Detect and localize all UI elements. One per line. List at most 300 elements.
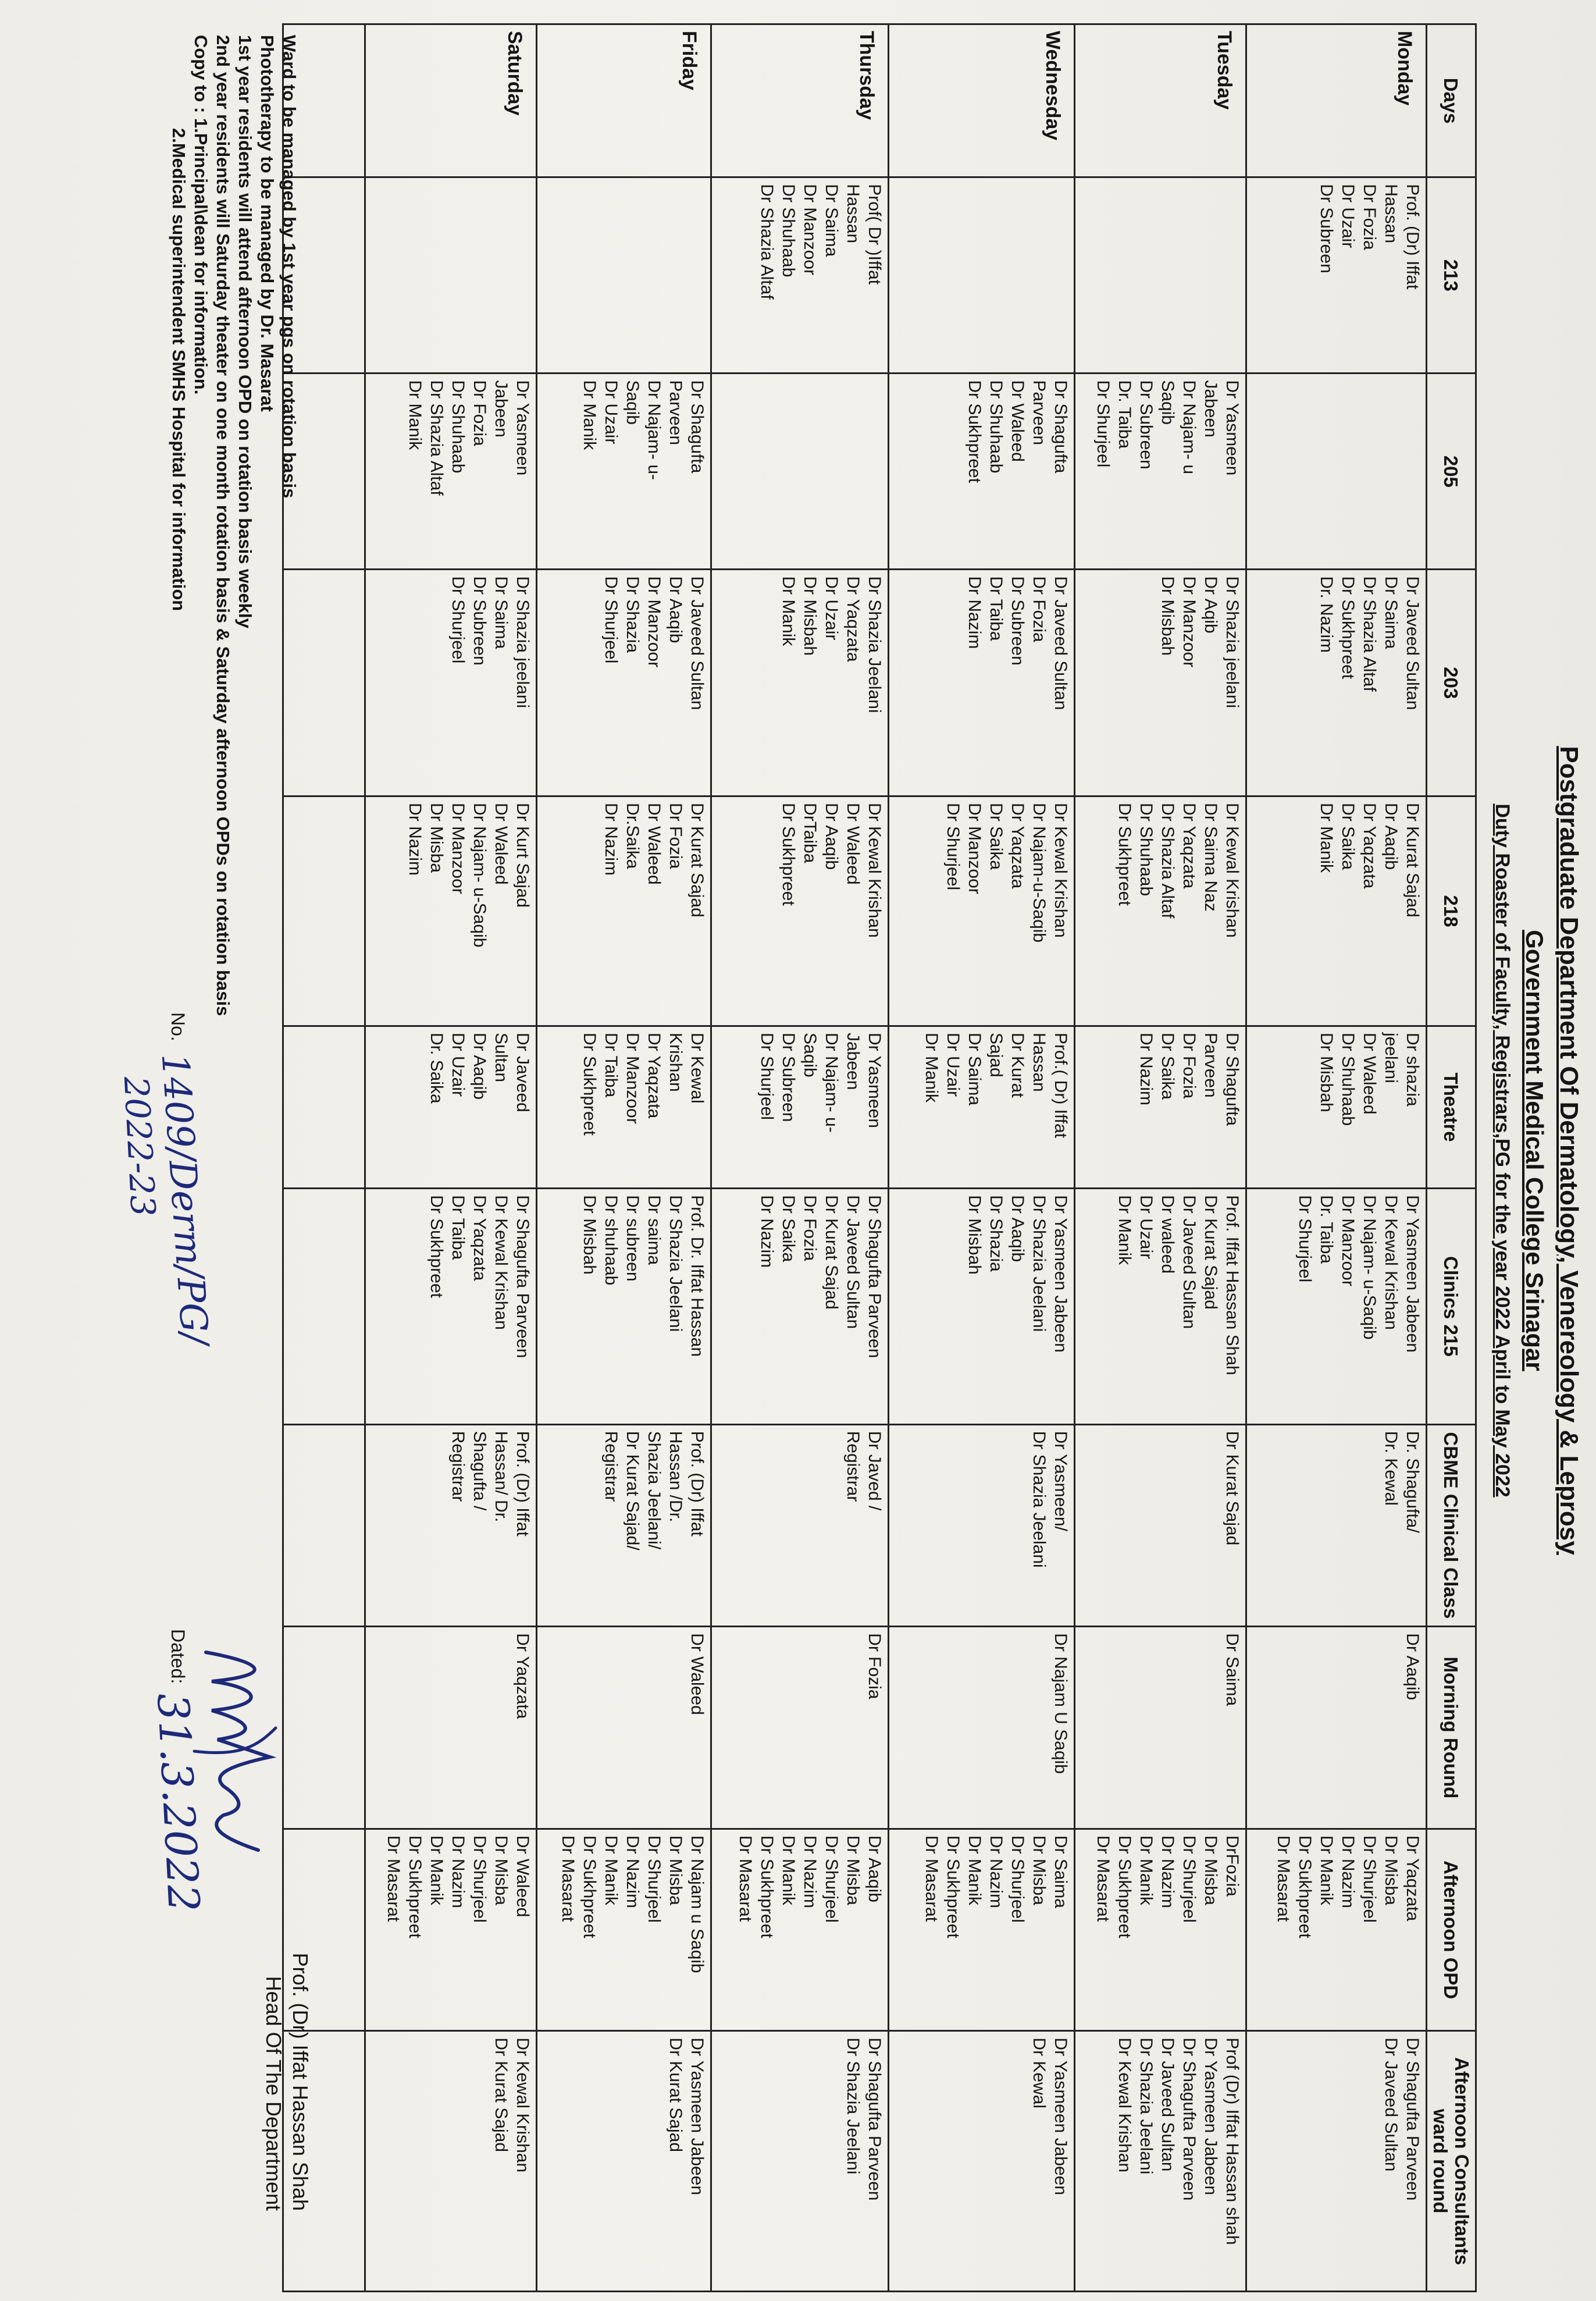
staff-name: Saqib xyxy=(1158,380,1177,425)
staff-name: Dr Aaqib xyxy=(822,803,841,870)
staff-name: Dr Shagufta xyxy=(1051,380,1070,474)
staff-name: Dr. Taiba xyxy=(1115,380,1134,449)
roster-cell xyxy=(365,177,537,374)
staff-name: Dr Shurjeel xyxy=(1008,1835,1027,1923)
staff-name: Dr Nazim xyxy=(757,1195,776,1268)
roster-cell xyxy=(1075,1424,1246,1627)
roster-cell xyxy=(1246,1627,1427,1829)
staff-name: Dr Subreen xyxy=(1137,380,1156,470)
roster-cell xyxy=(711,570,889,796)
staff-name: Dr waleed xyxy=(1158,1195,1177,1274)
roster-cell xyxy=(1246,374,1427,570)
staff-name: Dr Sukhpreet xyxy=(1115,1835,1134,1939)
roster-cell xyxy=(889,177,1075,374)
staff-name: Dr Manik xyxy=(965,1835,984,1905)
staff-name: Dr Nazim xyxy=(1338,1835,1358,1908)
staff-name: Dr Manik xyxy=(405,380,425,450)
staff-name: Dr Kurat Sajad xyxy=(666,2037,685,2153)
staff-name: Dr shazia xyxy=(1403,1033,1422,1107)
handwritten-reference-year: 2022-23 xyxy=(116,1075,163,1218)
column-header: 213 xyxy=(1427,177,1476,374)
staff-name: Dr Najam u Saqib xyxy=(687,1835,707,1973)
staff-name: Dr Aaqib xyxy=(470,1033,489,1100)
staff-name: Dr Misbah xyxy=(580,1195,599,1275)
staff-name: Dr Saima xyxy=(1223,1633,1242,1706)
staff-name: Dr Manik xyxy=(779,1835,798,1905)
staff-name: Dr Taiba xyxy=(986,576,1006,641)
staff-name: Dr Nazim xyxy=(1158,1835,1177,1908)
staff-name: Dr Misba xyxy=(427,803,446,873)
dated-label: Dated: xyxy=(168,1629,188,1684)
staff-name: Dr Shazia jeelani xyxy=(1223,576,1242,709)
staff-name: Dr Masarat xyxy=(1093,1835,1113,1922)
staff-name: Dr Shazia xyxy=(986,1195,1006,1272)
staff-name: jeelani xyxy=(1381,1033,1401,1083)
staff-name: Dr Uzair xyxy=(601,380,621,444)
roster-cell xyxy=(1075,374,1246,570)
staff-name: Dr Masarat xyxy=(558,1835,578,1922)
roster-cell xyxy=(711,374,889,570)
staff-name: Dr Aaqib xyxy=(666,576,685,643)
staff-name: Dr Shuhaab xyxy=(1137,803,1156,897)
roster-cell xyxy=(537,2031,711,2292)
staff-name: Prof (Dr) Iffat Hassan shah xyxy=(1223,2037,1242,2245)
roster-cell xyxy=(1246,1026,1427,1189)
staff-name: Dr Misba xyxy=(843,1835,863,1905)
column-header: Morning Round xyxy=(1427,1627,1476,1829)
staff-name: Dr Shagufta Parveen xyxy=(513,1195,532,1358)
roster-cell xyxy=(1075,1627,1246,1829)
staff-name: Dr.Saika xyxy=(623,803,642,869)
staff-name: Dr Subreen xyxy=(1008,576,1027,666)
staff-name: DrFozia xyxy=(1223,1835,1242,1897)
staff-name: Dr Najam- u-Saqib xyxy=(1360,1195,1379,1340)
staff-name: Dr Yaqzata xyxy=(843,576,863,662)
staff-name: Dr Kewal Krishan xyxy=(513,2037,532,2173)
staff-name: Hassan xyxy=(1381,184,1401,244)
roster-cell xyxy=(365,2031,537,2292)
roster-cell xyxy=(365,1026,537,1189)
note-ward: Ward to be managed by 1st year pgs on rotation basis xyxy=(279,35,300,499)
staff-name: Dr Fozia xyxy=(865,1633,884,1699)
roster-cell xyxy=(537,1627,711,1829)
staff-name: Prof. (Dr) Iffat xyxy=(513,1431,532,1537)
staff-name: Dr Saika xyxy=(986,803,1006,870)
staff-name: Dr Masarat xyxy=(384,1835,403,1922)
staff-name: Dr Kurat Sajad xyxy=(1223,1431,1242,1546)
note-phototherapy: Phototherapy to be managed by Dr. Masarat xyxy=(257,35,277,412)
staff-name: Dr Kewal xyxy=(1029,2037,1049,2108)
staff-name: Parveen xyxy=(1029,380,1049,446)
roster-cell xyxy=(1075,1189,1246,1424)
roster-cell xyxy=(1075,2031,1246,2292)
staff-name: Dr Yasmeen Jabeen xyxy=(1403,1195,1422,1353)
staff-name: Dr Kewal Krishan xyxy=(1051,803,1070,938)
staff-name: Dr Subreen xyxy=(470,576,489,666)
staff-name: Dr Shurjeel xyxy=(644,1835,664,1923)
staff-name: Dr Saima xyxy=(965,1033,984,1106)
staff-name: Dr Misbah xyxy=(965,1195,984,1275)
roster-cell xyxy=(1246,177,1427,374)
staff-name: Dr Masarat xyxy=(1274,1835,1293,1922)
roster-cell xyxy=(537,177,711,374)
hod-title: Head Of The Department xyxy=(262,1976,286,2211)
roster-cell xyxy=(365,1189,537,1424)
roster-cell xyxy=(711,1627,889,1829)
staff-name: Dr. Saika xyxy=(427,1033,446,1104)
staff-name: Parveen xyxy=(666,380,685,446)
staff-name: Dr Sukhpreet xyxy=(427,1195,446,1298)
roster-cell xyxy=(711,1189,889,1424)
staff-name: Dr Masarat xyxy=(922,1835,941,1922)
staff-name: Dr Aaqib xyxy=(1008,1195,1027,1262)
staff-name: Dr Shazia Altaf xyxy=(1158,803,1177,919)
roster-cell xyxy=(711,1829,889,2031)
staff-name: Dr Fozia xyxy=(1029,576,1049,642)
staff-name: Dr Yaqzata xyxy=(1008,803,1027,889)
staff-name: Dr Javeed Sultan xyxy=(1403,576,1422,710)
staff-name: Jabeen xyxy=(843,1033,863,1090)
staff-name: Dr Shazia Jeelani xyxy=(865,576,884,713)
staff-name: Dr Shazia Jeelani xyxy=(1029,1195,1049,1332)
document-header xyxy=(1456,0,1596,2301)
staff-name: Dr Yaqzata xyxy=(1180,803,1199,889)
staff-name: Dr Aaqib xyxy=(1381,803,1401,870)
day-cell: Tuesday xyxy=(1075,24,1246,177)
staff-name: Shagufta / xyxy=(470,1431,489,1511)
roster-cell xyxy=(1246,1829,1427,2031)
staff-name: Dr Uzair xyxy=(1137,1195,1156,1260)
staff-name: Prof. (Dr) Iffat xyxy=(1403,184,1422,290)
staff-name: Dr Manik xyxy=(922,1033,941,1103)
duty-roster-table xyxy=(282,23,1477,2292)
staff-name: Dr Shurjeel xyxy=(470,1835,489,1923)
staff-name: Dr Javed / xyxy=(865,1431,884,1511)
roster-cell xyxy=(365,374,537,570)
staff-name: Dr Fozia xyxy=(1180,1033,1199,1099)
staff-name: Dr Shurjeel xyxy=(757,1033,776,1121)
staff-name: Dr Manzoor xyxy=(1338,1195,1358,1286)
staff-name: Dr Najam U Saqib xyxy=(1051,1633,1070,1774)
roster-cell xyxy=(365,1627,537,1829)
staff-name: Dr Kurat xyxy=(1008,1033,1027,1098)
staff-name: Dr Yasmeen xyxy=(1223,380,1242,476)
staff-name: Dr Yasmeen Jabeen xyxy=(1201,2037,1220,2195)
staff-name: Dr Saima xyxy=(1381,576,1401,649)
staff-name: Dr. Nazim xyxy=(1317,576,1336,653)
staff-name: Dr Shagufta Parveen xyxy=(865,1195,884,1358)
staff-name: Dr Saika xyxy=(779,1195,798,1262)
roster-cell xyxy=(365,570,537,796)
roster-cell xyxy=(365,796,537,1026)
staff-name: Dr Saima xyxy=(491,576,511,649)
roster-cell xyxy=(537,570,711,796)
staff-name: Dr Najam- u xyxy=(1180,380,1199,475)
staff-name: Dr Shagufta Parveen xyxy=(1403,2037,1422,2201)
column-header: 205 xyxy=(1427,374,1476,570)
staff-name: Dr Waleed xyxy=(491,803,511,885)
roster-cell xyxy=(537,1189,711,1424)
column-header: 203 xyxy=(1427,570,1476,796)
roster-cell xyxy=(365,1829,537,2031)
staff-name: Dr Shurjeel xyxy=(448,576,468,664)
hod-name: Prof. (Dr) Iffat Hassan Shah xyxy=(288,1953,312,2211)
staff-name: Dr Shazia xyxy=(623,576,642,653)
staff-name: Dr Sukhpreet xyxy=(1115,803,1134,906)
staff-name: Dr Manzoor xyxy=(448,803,468,894)
note-second-year: 2nd year residents will Saturday theater on one month rotation basis & Saturday afternoon OPDs on rotation basis xyxy=(213,35,233,1016)
table-row xyxy=(1246,24,1427,2292)
staff-name: Dr Waleed xyxy=(1008,380,1027,462)
roster-cell xyxy=(889,1189,1075,1424)
staff-name: Dr Waleed xyxy=(843,803,863,885)
roster-cell xyxy=(1075,177,1246,374)
staff-name: Prof. Dr. Iffat Hassan xyxy=(687,1195,707,1357)
staff-name: Dr Yasmeen Jabeen xyxy=(687,2037,707,2195)
staff-name: Dr Aaqib xyxy=(865,1835,884,1902)
staff-name: Dr Javeed Sultan xyxy=(1180,1195,1199,1329)
staff-name: Dr Sukhpreet xyxy=(757,1835,776,1939)
staff-name: Dr Sukhpreet xyxy=(405,1835,425,1939)
staff-name: Dr Uzair xyxy=(1338,184,1358,248)
roster-cell xyxy=(1246,1189,1427,1424)
day-cell: Wednesday xyxy=(889,24,1075,177)
table-row xyxy=(711,24,889,2292)
staff-name: Dr Shazia Jeelani xyxy=(666,1195,685,1332)
staff-name: Dr Sukhpreet xyxy=(965,380,984,483)
staff-name: Dr Nazim xyxy=(1137,1033,1156,1105)
staff-name: Dr Javeed Sultan xyxy=(843,1195,863,1329)
roster-cell xyxy=(889,1424,1075,1627)
roster-cell xyxy=(711,2031,889,2292)
staff-name: Dr Manik xyxy=(1115,1195,1134,1265)
staff-name: Jabeen xyxy=(1201,380,1220,438)
day-cell: Monday xyxy=(1246,24,1427,177)
note-copy-principal: Copy to : 1.Principal\dean for information. xyxy=(191,35,211,395)
table-row xyxy=(889,24,1075,2292)
handwritten-reference-number: 1409/Derm/PG/ xyxy=(152,1052,216,1347)
staff-name: Dr Fozia xyxy=(1360,184,1379,250)
staff-name: Dr Manzoor xyxy=(644,576,664,668)
staff-name: Dr Shagufta xyxy=(1223,1033,1242,1126)
staff-name: Dr Shurjeel xyxy=(601,576,621,664)
staff-name: Dr Nazim xyxy=(601,803,621,876)
staff-name: Dr Misba xyxy=(1201,1835,1220,1905)
staff-name: Dr Shagufta Parveen xyxy=(865,2037,884,2201)
staff-name: Dr Kewal Krishan xyxy=(491,1195,511,1330)
staff-name: Dr Yasmeen/ xyxy=(1051,1431,1070,1531)
staff-name: Dr saima xyxy=(644,1195,664,1265)
staff-name: Dr Uzair xyxy=(943,1033,963,1097)
roster-cell xyxy=(711,177,889,374)
roster-cell xyxy=(1075,796,1246,1026)
roster-cell xyxy=(711,1026,889,1189)
day-cell: Saturday xyxy=(365,24,537,177)
staff-name: Dr Yaqzata xyxy=(513,1633,532,1719)
staff-name: Sajad xyxy=(986,1033,1006,1077)
staff-name: Dr. Taiba xyxy=(1317,1195,1336,1264)
staff-name: Dr Misba xyxy=(1381,1835,1401,1905)
staff-name: Dr Shazia Altaf xyxy=(757,184,776,300)
roster-cell xyxy=(537,374,711,570)
staff-name: Prof. Iffat Hassan Shah xyxy=(1223,1195,1242,1375)
staff-name: Dr Masarat xyxy=(736,1835,755,1922)
staff-name: Dr Shurjeel xyxy=(1093,380,1113,468)
staff-name: Dr Shurjeel xyxy=(1295,1195,1314,1283)
roster-cell xyxy=(889,374,1075,570)
staff-name: Dr Nazim xyxy=(986,1835,1006,1908)
roster-cell xyxy=(537,1829,711,2031)
staff-name: Parveen xyxy=(1201,1033,1220,1098)
staff-name: Dr Sukhpreet xyxy=(580,1033,599,1136)
table-header-row xyxy=(1427,24,1476,2292)
staff-name: Dr. Kewal xyxy=(1381,1431,1401,1506)
staff-name: Prof( Dr )Iffat xyxy=(865,184,884,285)
staff-name: Dr Kurt Sajad xyxy=(513,803,532,908)
roster-cell xyxy=(1246,2031,1427,2292)
staff-name: Dr. Shagufta/ xyxy=(1403,1431,1422,1533)
staff-name: Dr Uzair xyxy=(822,576,841,641)
staff-name: Dr Javeed xyxy=(513,1033,532,1112)
staff-name: Dr Shazia jeelani xyxy=(513,576,532,709)
staff-name: Dr Nazim xyxy=(965,576,984,649)
staff-name: Dr Manik xyxy=(779,576,798,646)
staff-name: Dr Shurjeel xyxy=(1180,1835,1199,1923)
staff-name: Dr Waleed xyxy=(513,1835,532,1918)
staff-name: Dr Taiba xyxy=(601,1033,621,1098)
staff-name: Dr Misbah xyxy=(1317,1033,1336,1112)
staff-name: Dr Javeed Sultan xyxy=(1381,2037,1401,2172)
staff-name: Dr Kurat Sajad xyxy=(1201,1195,1220,1310)
staff-name: Dr Javeed Sultan xyxy=(687,576,707,710)
staff-name: Dr Shagufta xyxy=(687,380,707,474)
staff-name: Dr Najam-u-Saqib xyxy=(1029,803,1049,943)
staff-name: Prof. (Dr) Iffat xyxy=(687,1431,707,1537)
staff-name: Dr Shazia Jeelani xyxy=(1029,1431,1049,1568)
roster-cell xyxy=(711,796,889,1026)
staff-name: Dr Fozia xyxy=(666,803,685,869)
staff-name: Dr Yasmeen Jabeen xyxy=(1051,1195,1070,1353)
staff-name: Hassan /Dr. xyxy=(666,1431,685,1523)
staff-name: Dr Kurat Sajad xyxy=(491,2037,511,2153)
roster-cell xyxy=(889,1829,1075,2031)
staff-name: Krishan xyxy=(666,1033,685,1092)
staff-name: Dr Kewal Krishan xyxy=(1381,1195,1401,1330)
roster-cell xyxy=(889,796,1075,1026)
staff-name: Hassan xyxy=(843,184,863,244)
staff-name: Dr Manzoor xyxy=(1180,576,1199,668)
roster-cell xyxy=(889,1026,1075,1189)
staff-name: Dr Waleed xyxy=(644,803,664,885)
department-title: Postgraduate Department Of Dermatology, Venereology & Leprosy xyxy=(1555,746,1583,1555)
staff-name: Dr Misba xyxy=(666,1835,685,1905)
staff-name: Dr Saima Naz xyxy=(1201,803,1220,912)
day-cell: Thursday xyxy=(711,24,889,177)
staff-name: Dr Shurjeel xyxy=(1360,1835,1379,1923)
staff-name: Dr subreen xyxy=(623,1195,642,1282)
staff-name: Dr Yaqzata xyxy=(644,1033,664,1119)
staff-name: Dr Shuhaab xyxy=(986,380,1006,474)
roster-cell xyxy=(1075,1829,1246,2031)
staff-name: DrTaiba xyxy=(800,803,820,863)
staff-name: Dr Kurat Sajad xyxy=(687,803,707,917)
staff-name: Dr Fozia xyxy=(800,1195,820,1261)
staff-name: Dr Waleed xyxy=(1360,1033,1379,1115)
staff-name: Dr Waleed xyxy=(687,1633,707,1715)
staff-name: Dr Yasmeen xyxy=(865,1033,884,1128)
staff-name: Dr Manik xyxy=(1317,803,1336,873)
staff-name: Sultan xyxy=(491,1033,511,1083)
staff-name: Dr Nazim xyxy=(623,1835,642,1908)
column-header: 218 xyxy=(1427,796,1476,1026)
staff-name: Dr Kurat Sajad xyxy=(822,1195,841,1310)
staff-name: Dr Shazia Altaf xyxy=(427,380,446,496)
staff-name: Dr Yaqzata xyxy=(1403,1835,1422,1922)
roster-cell xyxy=(1075,1026,1246,1189)
staff-name: Dr Yasmeen xyxy=(513,380,532,476)
staff-name: Dr Sukhpreet xyxy=(1295,1835,1314,1939)
staff-name: Dr Manik xyxy=(427,1835,446,1905)
staff-name: Dr Sukhpreet xyxy=(779,803,798,906)
staff-name: Dr Shurjeel xyxy=(943,803,963,891)
staff-name: Dr Sukhpreet xyxy=(943,1835,963,1939)
staff-name: Dr Subreen xyxy=(1317,184,1336,273)
staff-name: Dr Misba xyxy=(1029,1835,1049,1905)
roster-cell xyxy=(889,570,1075,796)
roster-cell xyxy=(537,796,711,1026)
college-title: Government Medical College Srinagar xyxy=(1521,930,1548,1371)
staff-name: Dr Saika xyxy=(1158,1033,1177,1100)
staff-name: Dr Saika xyxy=(1338,803,1358,870)
staff-name: Dr Saima xyxy=(1051,1835,1070,1908)
staff-name: Dr Manik xyxy=(1317,1835,1336,1905)
roster-cell xyxy=(711,1424,889,1627)
table-row xyxy=(365,24,537,2292)
staff-name: Dr Najam- u- xyxy=(644,380,664,481)
staff-name: Dr Fozia xyxy=(470,380,489,446)
roster-cell xyxy=(1246,796,1427,1026)
staff-name: Dr Shuhaab xyxy=(779,184,798,278)
handwritten-date: 31.3.2022 xyxy=(147,1692,209,1914)
staff-name: Dr Nazim xyxy=(448,1835,468,1908)
roster-cell xyxy=(537,1026,711,1189)
staff-name: Dr Yaqzata xyxy=(1360,803,1379,889)
staff-name: Dr Manik xyxy=(601,1835,621,1905)
staff-name: Dr Manzoor xyxy=(623,1033,642,1124)
staff-name: Dr Shazia Altaf xyxy=(1360,576,1379,692)
staff-name: Dr Najam- u- xyxy=(822,1033,841,1133)
reference-number-label: No. xyxy=(168,1012,188,1041)
roster-cell xyxy=(1246,1424,1427,1627)
column-header: Afternoon OPD xyxy=(1427,1829,1476,2031)
staff-name: Dr Kewal Krishan xyxy=(1223,803,1242,938)
staff-name: Dr Sukhpreet xyxy=(1338,576,1358,680)
staff-name: Hassan/ Dr. xyxy=(491,1431,511,1523)
staff-name: Dr Shagufta Parveen xyxy=(1180,2037,1199,2201)
roster-cell xyxy=(1246,570,1427,796)
roster-title: Duty Roaster of Faculty, Registrars,PG for the year 2022 April to May 2022 xyxy=(1491,803,1513,1498)
staff-name: Dr Misba xyxy=(491,1835,511,1905)
staff-name: Registrar xyxy=(448,1431,468,1502)
staff-name: Dr Manzoor xyxy=(800,184,820,276)
staff-name: Dr Kewal xyxy=(687,1033,707,1104)
staff-name: Registrar xyxy=(601,1431,621,1502)
staff-name: Dr Manzoor xyxy=(965,803,984,894)
staff-name: Hassan xyxy=(1029,1033,1049,1092)
staff-name: Dr Kurat Sajad/ xyxy=(623,1431,642,1550)
staff-name: Dr Manik xyxy=(1137,1835,1156,1905)
note-copy-superintendent: 2.Medical superintendent SMHS Hospital for information xyxy=(169,128,189,611)
